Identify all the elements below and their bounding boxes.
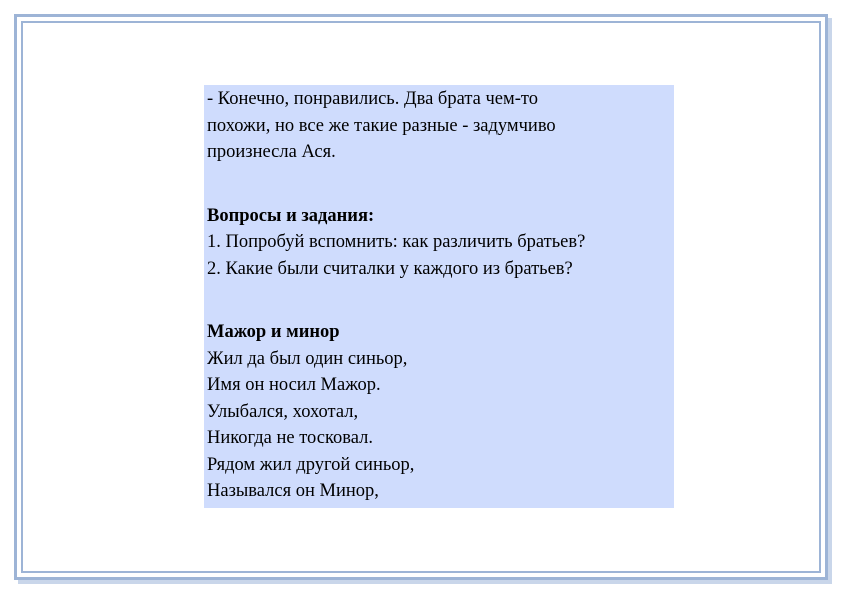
intro-line-3: произнесла Ася.	[207, 142, 336, 162]
poem-line-6: Назывался он Минор,	[207, 481, 379, 501]
text-box	[204, 85, 674, 508]
paragraph-gap	[207, 166, 674, 203]
poem-line-3: Улыбался, хохотал,	[207, 401, 359, 422]
frame-shadow-bottom	[18, 580, 832, 584]
questions-heading: Вопросы и задания:	[207, 205, 375, 226]
poem-line-4: Никогда не тосковал.	[207, 428, 373, 448]
intro-line-2: похожи, но все же такие разные - задумчиво	[207, 115, 556, 136]
frame-shadow-right	[828, 18, 832, 584]
poem-line-2: Имя он носил Мажор.	[207, 375, 381, 395]
question-2: 2. Какие были считалки у каждого из братьев?	[207, 258, 573, 279]
paragraph-gap	[207, 282, 674, 319]
poem-line-5: Рядом жил другой синьор,	[207, 454, 415, 475]
intro-line-1: - Конечно, понравились. Два брата чем-то	[207, 89, 538, 109]
question-1: 1. Попробуй вспомнить: как различить братьев?	[207, 232, 586, 252]
poem-line-1: Жил да был один синьор,	[207, 348, 408, 369]
poem-title: Мажор и минор	[207, 322, 340, 342]
